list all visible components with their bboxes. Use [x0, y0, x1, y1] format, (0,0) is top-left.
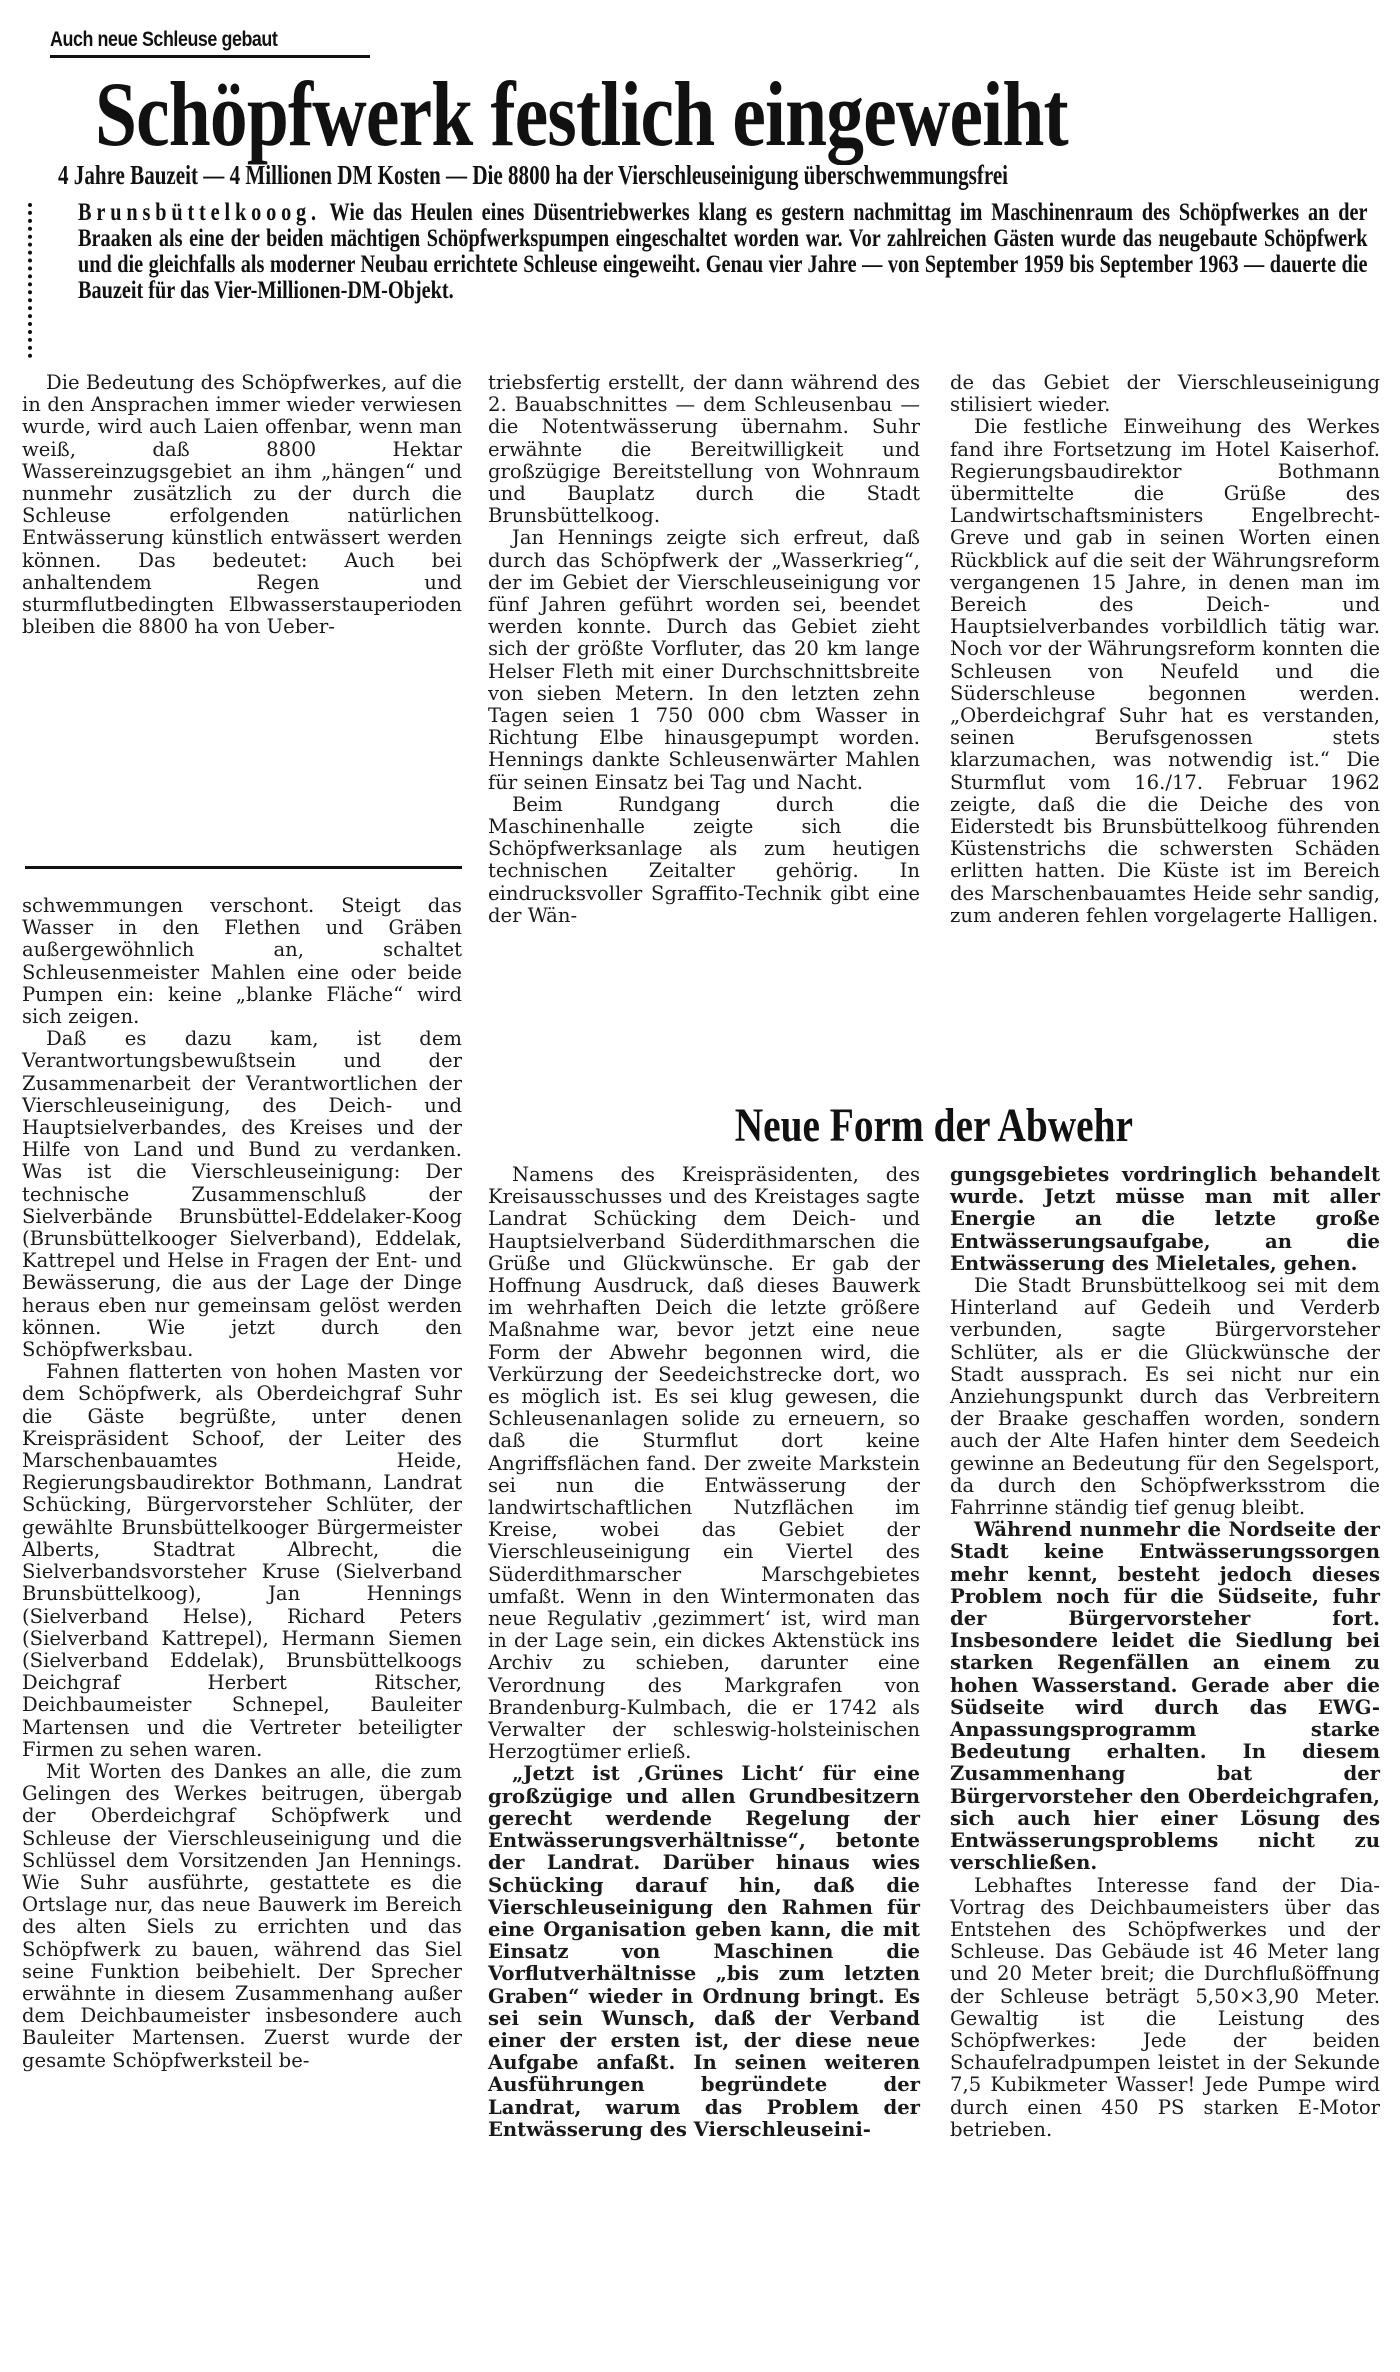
column-3-bottom	[950, 1164, 1380, 2141]
article-paragraph: Die Bedeutung des Schöpfwerkes, auf die in den Ansprachen immer wieder verwiesen wurde, wird auch Laien offenbar, wenn man weiß, daß 8800 Hektar Wassereinzugsgebiet an ihm „hängen“ und nunmehr zusätzlich zu der durch die Schleuse erfolgenden natürlichen Entwässerung künstlich entwässert werden können. Das bedeutet: Auch bei anhaltendem Regen und sturmflutbedingten Elbwasserstauperioden bleiben die 8800 ha von Ueber-	[22, 371, 462, 639]
column-1-top	[22, 372, 462, 638]
article-paragraph: „Jetzt ist ‚Grünes Licht‘ für eine großzügige und allen Grundbesitzern gerecht werdende Regelung der Entwässerungsverhältnisse“, betonte der Landrat. Darüber hinaus wies Schücking darauf hin, daß die Vierschleuseinigung den Rahmen für eine Organisation geben kann, die mit Einsatz von Maschinen die Vorflutverhältnisse „bis zum letzten Graben“ wieder in Ordnung bringt. Es sei sein Wunsch, daß der Verband einer der ersten ist, der diese neue Aufgabe anfaßt. In seinen weiteren Ausführungen begründete der Landrat, warum das Problem der Entwässerung des Vierschleuseini-	[488, 1762, 920, 2141]
article-paragraph: de das Gebiet der Vierschleuseinigung stilisiert wieder.	[950, 371, 1380, 417]
article-paragraph: Die Stadt Brunsbüttelkoog sei mit dem Hinterland auf Gedeih und Verderb verbunden, sagte Bürgervorsteher Schlüter, als er die Glückwünsche der Stadt aussprach. Es sei nicht nur ein Anziehungspunkt durch das Verbreitern der Braake geschaffen worden, sondern auch der Alte Hafen hinter dem Seedeich gewinne an Bedeutung für den Segelsport, da durch den Schöpfwerksstrom die Fahrrinne ständig tief genug bleibt.	[950, 1274, 1380, 1520]
column-2-bottom	[488, 1164, 920, 2141]
column-divider-rule	[25, 866, 462, 869]
article-paragraph: Während nunmehr die Nordseite der Stadt keine Entwässerungssorgen mehr kennt, besteht jedoch dieses Problem noch für die Südseite, fuhr der Bürgervorsteher fort. Insbesondere leidet die Siedlung bei starken Regenfällen an einem zu hohen Wasserstand. Gerade aber die Südseite wird durch das EWG-Anpassungsprogramm starke Bedeutung erhalten. In diesem Zusammenhang bat der Bürgervorsteher den Oberdeichgrafen, sich auch hier einer Lösung des Entwässerungsproblems nicht zu verschließen.	[950, 1518, 1380, 1875]
kicker-underline	[50, 55, 370, 58]
article-paragraph: Die festliche Einweihung des Werkes fand ihre Fortsetzung im Hotel Kaiserhof. Regierungsbaudirektor Bothmann übermittelte die Grüße des Landwirtschaftsministers Engelbrecht-Greve und gab in seinen Worten einen Rückblick auf die seit der Währungsreform vergangenen 15 Jahre, in denen man im Bereich des Deich- und Hauptsielverbandes vorbildlich tätig war. Noch vor der Währungsreform konnten die Schleusen von Neufeld und die Süderschleuse begonnen werden. „Oberdeichgraf Suhr hat es verstanden, seinen Berufsgenossen stets klarzumachen, was notwendig ist.“ Die Sturmflut vom 16./17. Februar 1962 zeigte, daß die die Deiche des von Eiderstedt bis Brunsbüttelkoog führenden Küstenstrichs die schwersten Schäden erlitten hatten. Die Küste ist im Bereich des Marschenbauamtes Heide sehr sandig, zum anderen fehlen vorgelagerte Halligen.	[950, 415, 1380, 927]
article-paragraph: triebsfertig erstellt, der dann während des 2. Bauabschnittes — dem Schleusenbau — die Notentwässerung übernahm. Suhr erwähnte die Bereitwilligkeit und großzügige Bereitstellung von Wohnraum und Bauplatz durch die Stadt Brunsbüttelkoog.	[488, 371, 920, 528]
headline: Schöpfwerk festlich eingeweiht	[95, 63, 1068, 165]
article-paragraph: Jan Hennings zeigte sich erfreut, daß durch das Schöpfwerk der „Wasserkrieg“, der im Gebiet der Vierschleuseinigung vor fünf Jahren geführt worden sei, beendet werden konnte. Durch das Gebiet zieht sich der größte Vorfluter, das 20 km lange Helser Fleth mit einer Durchschnittsbreite von sieben Metern. In den letzten zehn Tagen seien 1 750 000 cbm Wasser in Richtung Elbe hinausgepumpt worden. Hennings dankte Schleusenwärter Mahlen für seinen Einsatz bei Tag und Nacht.	[488, 526, 920, 794]
column-3-top	[950, 372, 1380, 927]
lead-marker-bar	[28, 203, 36, 358]
article-paragraph: Lebhaftes Interesse fand der Dia-Vortrag des Deichbaumeisters über das Entstehen des Schöpfwerkes und der Schleuse. Das Gebäude ist 46 Meter lang und 20 Meter breit; die Durchflußöffnung der Schleuse beträgt 5,50×3,90 Meter. Gewaltig ist die Leistung des Schöpfwerkes: Jede der beiden Schaufelradpumpen leistet in der Sekunde 7,5 Kubikmeter Wasser! Jede Pumpe wird durch einen 450 PS starken E-Motor betrieben.	[950, 1873, 1380, 2141]
section-subhead-text: Neue Form der Abwehr	[734, 1099, 1134, 1152]
article-paragraph: schwemmungen verschont. Steigt das Wasser in den Flethen und Gräben außergewöhnlich an, schaltet Schleusenmeister Mahlen eine oder beide Pumpen ein: keine „blanke Fläche“ wird sich zeigen.	[22, 894, 462, 1029]
column-1-bottom	[22, 895, 462, 2072]
article-paragraph: gungsgebietes vordringlich behandelt wurde. Jetzt müsse man mit aller Energie an die letzte große Entwässerungsaufgabe, an die Entwässerung des Mieletales, gehen.	[950, 1163, 1380, 1275]
column-2-top	[488, 372, 920, 927]
lead-paragraph-frame	[78, 200, 1368, 360]
article-paragraph: Mit Worten des Dankes an alle, die zum Gelingen des Werkes beitrugen, übergab der Oberdeichgraf Schöpfwerk und Schleuse der Vierschleuseinigung und die Schlüssel dem Vorsitzenden Jan Hennings. Wie Suhr ausführte, gestattete es die Ortslage nur, das neue Bauwerk im Bereich des alten Siels zu errichten und das Schöpfwerk zu bauen, während das Siel seine Funktion beibehielt. Der Sprecher erwähnte in diesem Zusammenhang außer dem Deichbaumeister insbesondere auch Bauleiter Martensen. Zuerst wurde der gesamte Schöpfwerksteil be-	[22, 1759, 462, 2072]
dateline: Brunsbüttelkooog.	[78, 200, 321, 226]
article-paragraph: Daß es dazu kam, ist dem Verantwortungsbewußtsein und der Zusammenarbeit der Verantwortlichen der Vierschleuseinigung, des Deich- und Hauptsielverbandes, des Kreises und der Hilfe von Land und Bund zu verdanken. Was ist die Vierschleuseinigung: Der technische Zusammenschluß der Sielverbände Brunsbüttel-Eddelaker-Koog (Brunsbüttelkooger Sielverband), Eddelak, Kattrepel und Helse in Fragen der Ent- und Bewässerung, die aus der Lage der Dinge heraus eben nur gemeinsam gelöst werden können. Wie jetzt durch den Schöpfwerksbau.	[22, 1027, 462, 1362]
subheadline: 4 Jahre Bauzeit — 4 Millionen DM Kosten — Die 8800 ha der Vierschleuseinigung überschwemmungsfrei	[58, 160, 1009, 190]
article-paragraph: Namens des Kreispräsidenten, des Kreisausschusses und des Kreistages sagte Landrat Schücking dem Deich- und Hauptsielverband Süderdithmarschen die Grüße und Glückwünsche. Er gab der Hoffnung Ausdruck, daß dieses Bauwerk im wehrhaften Deich die letzte größere Maßnahme war, bevor jetzt eine neue Form der Abwehr begonnen wird, die Verkürzung der Seedeichstrecke dort, wo es möglich ist. Es sei klug gewesen, die Schleusenanlagen solide zu erneuern, so daß die Sturmflut dort keine Angriffsflächen fand. Der zweite Markstein sei nun die Entwässerung der landwirtschaftlichen Nutzflächen im Kreise, wobei das Gebiet der Vierschleuseinigung ein Viertel des Süderdithmarscher Marschgebietes umfaßt. Wenn in den Wintermonaten das neue Regulativ ‚gezimmert‘ ist, wird man in der Lage sein, ein dickes Aktenstück ins Archiv zu schieben, darunter eine Verordnung des Markgrafen von Brandenburg-Kulmbach, die er 1742 als Verwalter der schleswig-holsteinischen Herzogtümer erließ.	[488, 1163, 920, 1764]
article-paragraph: Beim Rundgang durch die Maschinenhalle zeigte sich die Schöpfwerksanlage als zum heutigen technischen Zeitalter gehörig. In eindrucksvoller Sgraffito-Technik gibt eine der Wän-	[488, 792, 920, 927]
lead-text: Wie das Heulen eines Düsentriebwerkes klang es gestern nachmittag im Maschinenraum des Schöpfwerkes an der Braaken als eine der beiden mächtigen Schöpfwerkspumpen eingeschaltet worden war. Vor zahlreichen Gästen wurde das neugebaute Schöpfwerk und die gleichfalls als moderner Neubau errichtete Schleuse eingeweiht. Genau vier Jahre — von September 1959 bis September 1963 — dauerte die Bauzeit für das Vier-Millionen-DM-Objekt.	[78, 200, 1368, 304]
article-paragraph: Fahnen flatterten von hohen Masten vor dem Schöpfwerk, als Oberdeichgraf Suhr die Gäste begrüßte, unter denen Kreispräsident Schoof, der Leiter des Marschenbauamtes Heide, Regierungsbaudirektor Bothmann, Landrat Schücking, Bürgervorsteher Schlüter, der gewählte Brunsbüttelkooger Bürgermeister Alberts, Stadtrat Albrecht, die Sielverbandsvorsteher Kruse (Sielverband Brunsbüttelkoog), Jan Hennings (Sielverband Helse), Richard Peters (Sielverband Kattrepel), Hermann Siemen (Sielverband Eddelak), Brunsbüttelkoogs Deichgraf Herbert Ritscher, Deichbaumeister Schnepel, Bauleiter Martensen und die Vertreter beteiligter Firmen zu sehen waren.	[22, 1360, 462, 1761]
lead-paragraph	[78, 200, 1368, 304]
kicker: Auch neue Schleuse gebaut	[50, 28, 278, 51]
section-subhead	[488, 1098, 1380, 1154]
